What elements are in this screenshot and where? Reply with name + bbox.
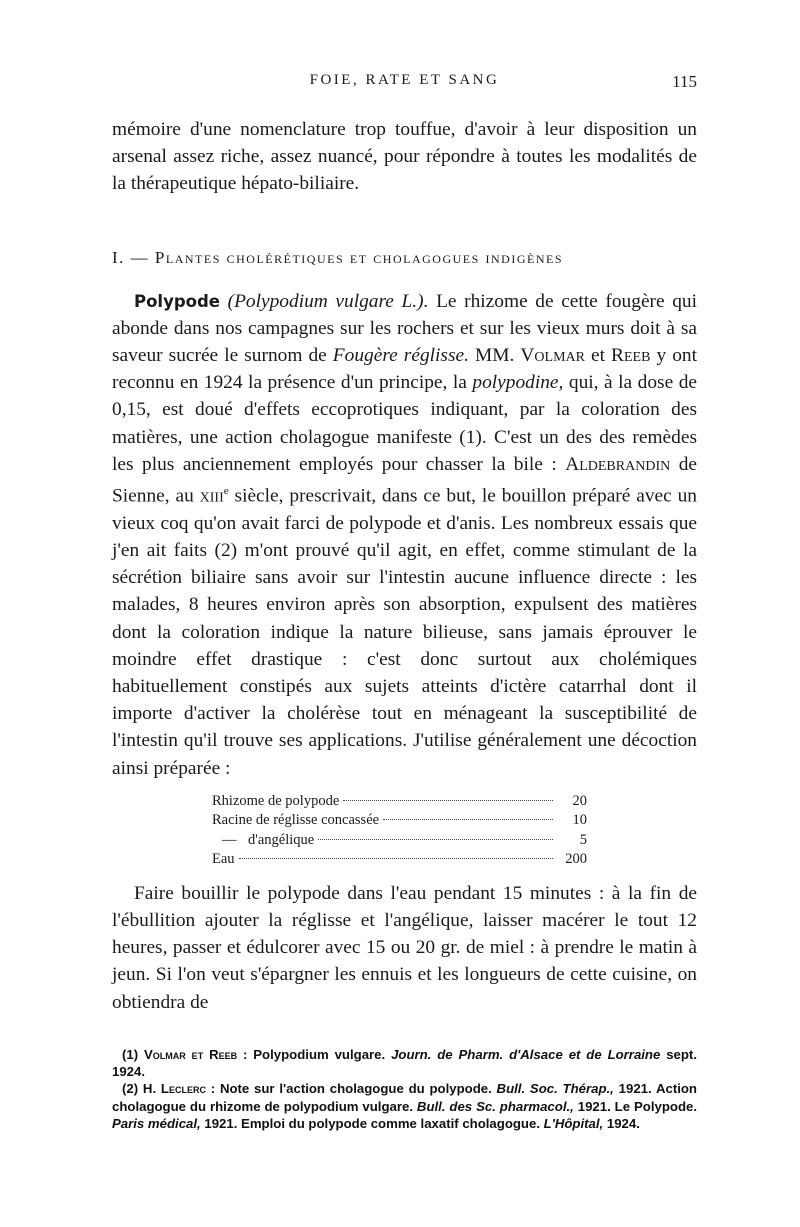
running-head xyxy=(112,72,697,100)
paragraph-text: Le rhizome de cette fougère qui abonde dans nos campagnes sur les rochers et sur les vieux murs doit à sa saveur sucrée le surnom de xyxy=(112,290,697,367)
latin-name: (Polypodium vulgare L.). xyxy=(227,290,429,312)
footnote-journal: Journ. de Pharm. d'Alsace et de Lorraine xyxy=(391,1046,661,1062)
footnotes xyxy=(112,1046,697,1132)
page-number: 115 xyxy=(672,72,697,91)
footnote-2 xyxy=(112,1080,697,1132)
footnote-text: : Note sur l'action cholagogue du polypode. xyxy=(205,1081,497,1097)
leader-dots xyxy=(318,839,553,840)
intro-paragraph: mémoire d'une nomenclature trop touffue, d'avoir à leur disposition un arsenal assez riche, assez nuancé, pour répondre à toutes les modalités de la thérapeutique hépato-biliaire. xyxy=(112,119,697,195)
section-number: I. — xyxy=(112,247,150,267)
ingredient-name: — d'angélique xyxy=(212,831,314,851)
polypode-paragraph xyxy=(112,288,697,782)
leader-dots xyxy=(343,800,553,801)
century-suffix: e xyxy=(223,485,229,498)
footnote-journal: Paris médical, xyxy=(112,1115,201,1131)
footnote-text: : Polypodium vulgare. xyxy=(237,1046,392,1062)
paragraph-text: MM. xyxy=(468,345,521,367)
section-heading xyxy=(112,248,697,268)
footnote-text: 1921. Le Polypode. xyxy=(573,1098,697,1114)
ingredient-quantity: 10 xyxy=(572,812,587,829)
ditto-mark: — xyxy=(222,831,237,848)
footnote-mark: (1) xyxy=(122,1046,139,1062)
ingredient-name: Racine de réglisse concassée xyxy=(212,812,380,829)
century-numeral: xiii xyxy=(199,485,224,507)
entry-term: Polypode xyxy=(134,291,220,311)
common-alias: Fougère réglisse. xyxy=(332,345,469,367)
footnote-authors: Volmar et Reeb xyxy=(144,1046,238,1062)
leader-dots xyxy=(239,858,553,859)
recipe-row xyxy=(212,792,587,812)
paragraph-text: y ont reconnu en 1924 la présence d'un principe, la xyxy=(112,345,697,394)
paragraph-text: de Sienne, au xyxy=(112,453,697,507)
principle-name: polypodine, xyxy=(472,372,564,394)
leader-dots xyxy=(383,819,553,820)
ingredient-quantity: 200 xyxy=(565,851,587,868)
ingredient-name: Eau xyxy=(212,851,235,868)
footnote-1 xyxy=(112,1046,697,1081)
footnote-text: 1921. Action cholagogue du rhizome de polypodium vulgare. xyxy=(112,1081,697,1114)
paragraph-text: et xyxy=(584,345,612,367)
footnote-journal: Bull. des Sc. pharmacol., xyxy=(416,1098,574,1114)
footnote-journal: L'Hôpital, xyxy=(543,1115,604,1131)
footnote-mark: (2) xyxy=(122,1081,139,1097)
author-name: Aldebrandin xyxy=(565,453,671,475)
paragraph-text: siècle, prescrivait, dans ce but, le bouillon préparé avec un vieux coq qu'on avait farci de polypode et d'anis. Les nombreux essais que j'en ait faits (2) m'ont prouvé qu'il agit, en effet, comme stimulant de la sécrétion biliaire sans avoir sur l'intestin aucune influence directe : les malades, 8 heures environ après son absorption, expulsent des matières dont la coloration indique la nature bilieuse, sans jamais éprouver le moindre effet drastique : c'est donc surtout aux cholémiques habituellement constipés aux sujets atteints d'ictère catarrhal dont il importe d'activer la cholérèse tout en ménageant la susceptibilité de l'intestin qu'il trouve ses applications. J'utilise généralement une décoction ainsi préparée : xyxy=(112,485,697,779)
footnote-journal: Bull. Soc. Thérap., xyxy=(496,1081,614,1097)
recipe-row xyxy=(212,811,587,831)
ingredient-name: Rhizome de polypode xyxy=(212,792,340,809)
author-name: Reeb xyxy=(611,345,651,367)
footnote-text: sept. 1924. xyxy=(112,1046,697,1080)
paragraph-text: qui, à la dose de 0,15, est doué d'effets eccoprotiques indiquant, par la coloration des matières, une action cholagogue manifeste (1). C'est un des des remèdes les plus anciennement employés pour chasser la bile : xyxy=(112,372,697,475)
preparation-paragraph: Faire bouillir le polypode dans l'eau pendant 15 minutes : à la fin de l'ébullition ajouter la réglisse et l'angélique, laisser macérer le tout 12 heures, passer et édulcorer avec 15 ou 20 gr. de miel : à prendre le matin à jeun. Si l'on veut s'épargner les ennuis et les longueurs de cette cuisine, on obtiendra de xyxy=(112,882,697,1013)
recipe-row xyxy=(212,831,587,851)
recipe-table xyxy=(212,792,587,870)
recipe-row xyxy=(212,850,587,870)
book-page xyxy=(112,72,697,1132)
author-name: Volmar xyxy=(520,345,585,367)
ingredient-quantity: 20 xyxy=(572,792,587,809)
ingredient-quantity: 5 xyxy=(579,831,587,848)
footnote-text: 1924. xyxy=(603,1115,640,1131)
footnote-text: 1921. Emploi du polypode comme laxatif cholagogue. xyxy=(200,1115,544,1131)
section-title: Plantes cholérétiques et cholagogues indigènes xyxy=(154,247,564,267)
footnote-authors: H. Leclerc xyxy=(142,1081,206,1097)
running-title: FOIE, RATE ET SANG xyxy=(309,72,500,88)
